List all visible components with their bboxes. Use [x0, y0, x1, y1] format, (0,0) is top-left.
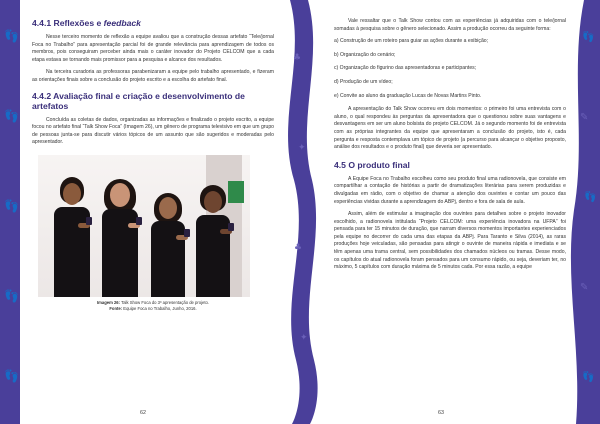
- person-figure: [148, 193, 190, 297]
- person-figure: [52, 177, 92, 297]
- section-heading-produto-final: 4.5 O produto final: [334, 159, 410, 170]
- right-decorative-band: [566, 0, 600, 424]
- left-page-content: [32, 18, 274, 311]
- svg-text:✎: ✎: [580, 112, 589, 123]
- paragraph: Na terceira curadoria as professoras parabenizaram a equipe pelo trabalho apresentado, e fizeram as orientações finais sobre a conclusão do projeto escrito e a escolha do artefato final.: [32, 69, 274, 83]
- paragraph: A Equipe Foca no Trabalho escolheu como seu produto final uma radionovela, que consiste em compartilhar a contação de histórias a partir de dramatizações literárias para serem produzidas e divulgadas em rádio, com o objetivo de chamar a atenção dos ouvintes e contar um pouco das experiências vividas durante a aprendizagem do ABPj, dentro e fora de sala de aula.: [334, 175, 566, 205]
- paragraph: Vale ressaltar que o Talk Show contou com as experiências já adquiridas com o tele/jornal somadas à pesquisa sobre o gênero selecionado. Assim a produção ocorreu da seguinte forma:: [334, 18, 566, 32]
- svg-text:👣: 👣: [582, 372, 595, 383]
- paragraph: Concluída as coletas de dados, organizadas as informações e finalizado o projeto escrito, a equipe focou no artefato final “Talk Show Foca” (Imagem 26), um gênero de programa televisivo em que um grupo de pessoas junta-se para discutir vários tópicos de um assunto que são sugeridos e moderadas pelo apresentador.: [32, 116, 274, 146]
- footprint-icon: 👣: [4, 199, 19, 213]
- list-item: c) Organização do figurino das apresentadoras e participantes;: [334, 65, 477, 72]
- page-number: 62: [140, 410, 146, 416]
- person-figure: [194, 185, 234, 297]
- section-heading-reflexoes: 4.4.1 Reflexões e feedback: [32, 18, 141, 28]
- svg-text:♣: ♣: [293, 53, 302, 63]
- paragraph: Nesse terceiro momento de reflexão a equipe avaliou que a construção dessas artefato “Tele/jornal Foca no Trabalho” para apresentação parcial foi de grande relevância para aprendizagem de todos os membros, pois conseguiram perceber ainda mais o caráter inovador do Projeto CELCOM que a cada etapa estava se tornando mais promissor para a pesquisa e alcance dos resultados.: [32, 34, 274, 63]
- svg-text:✎: ✎: [580, 282, 589, 293]
- svg-text:👣: 👣: [582, 32, 595, 43]
- list-item: b) Organização do cenário;: [334, 51, 396, 58]
- team-photo: [38, 155, 250, 297]
- svg-text:✦: ✦: [298, 143, 306, 153]
- svg-text:👣: 👣: [584, 192, 597, 203]
- footprint-icon: 👣: [4, 109, 19, 123]
- footprint-icon: 👣: [4, 289, 19, 303]
- svg-text:✦: ✦: [300, 333, 308, 343]
- person-figure: [98, 179, 142, 297]
- right-page: [300, 0, 600, 424]
- paragraph: Assim, além de estimular a imaginação dos ouvintes para detalhes sobre o projeto inovador escolhido, a radionovela intitulada “Projeto CELCOM: uma experiência inovadora na UFPA” foi pensada para ter 15 minutos de duração, que narram diversos momentos importantes experienciados pela equipe no decorrer do cada uma das etapas da ABPj. Para Taranto e Silva (2014), as raras produções hoje veiculadas, são pensadas para atingir o ouvinte de maneira rápida e imediata e se têm apenas uma trama central, sem possibilidades dos chamados núcleos ou tramas. Desse modo, os capítulos do atual radionovela foram pensados para um consumo rápido, ou seja, deveriam ter, no máximo, 5 capítulos com duração máxima de 5 minutos cada. Por essa razão, a equipe: [334, 211, 566, 271]
- svg-text:♣: ♣: [294, 243, 303, 253]
- list-item: d) Produção de um vídeo;: [334, 78, 393, 85]
- left-decorative-band: [0, 0, 20, 424]
- list-item: a) Construção de um roteiro para guiar as ações durante a exibição;: [334, 38, 489, 45]
- footprint-icon: 👣: [4, 29, 19, 43]
- photo-caption: Imagem 26: Talk Show Foca do 3º apresentação de projeto. Fonte: Equipe Foca no Trabalho, Junho, 2016.: [96, 299, 210, 311]
- section-heading-avaliacao: 4.4.2 Avaliação final e criação e desenvolvimento de artefatos: [32, 90, 245, 111]
- paragraph: A apresentação do Talk Show ocorreu em dois momentos: o primeiro foi uma entrevista com o aluno, o qual respondeu às perguntas da apresentadora que o questionou sobre suas vantagens e desvantagens em ser um aluno bolsista do projeto CELCOM. Já o segundo momento foi de entrevista com as próprias integrantes da equipe que apresentaram a conclusão do projeto, isto é, cada pergunta e resposta contemplava um tópico de projeto (a percurso para alcançar o objetivo proposto, análise dos resultados e o produto final) que deveria ser apresentado.: [334, 106, 566, 151]
- footprint-icon: 👣: [4, 369, 19, 383]
- page-number: 63: [438, 410, 444, 416]
- right-page-content: [334, 18, 566, 277]
- list-item: e) Convite ao aluno da graduação Lucas de Novas Martins Pinto.: [334, 92, 482, 99]
